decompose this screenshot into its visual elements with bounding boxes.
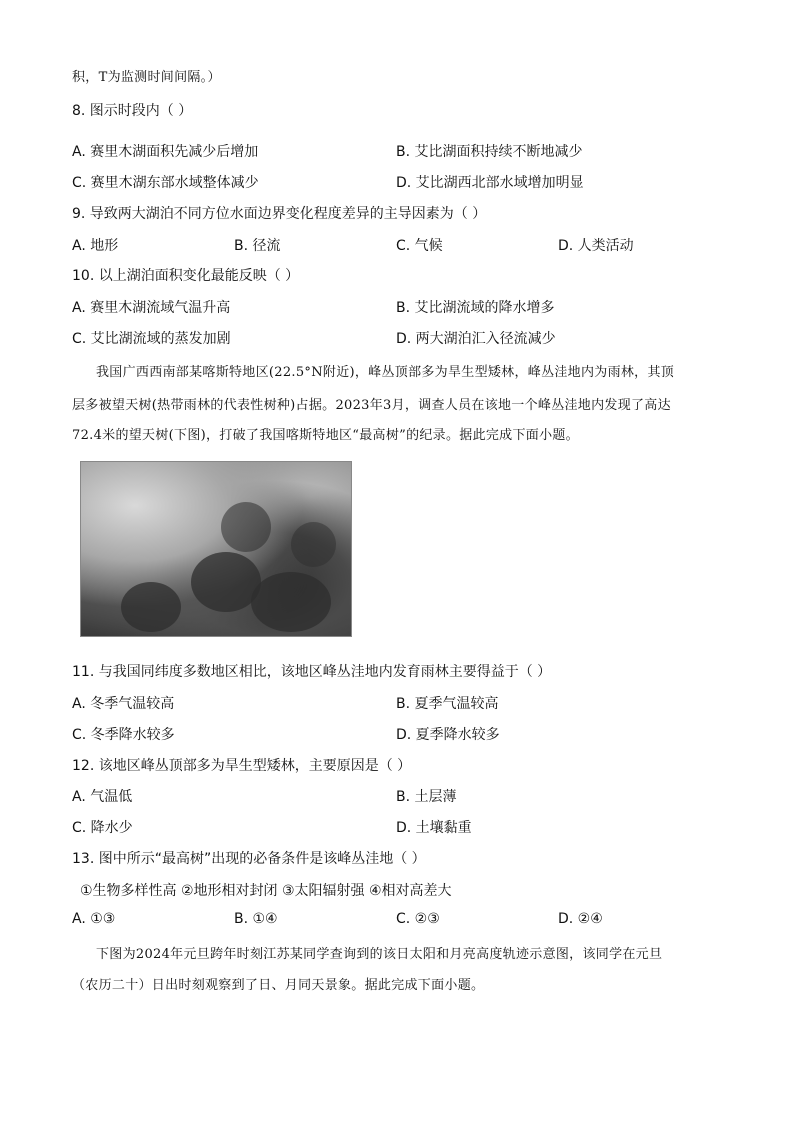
- question-8: 8. 图示时段内（ ）: [72, 103, 193, 119]
- option-8c: C. 赛里木湖东部水域整体减少: [72, 175, 259, 191]
- option-9b: B. 径流: [234, 238, 281, 254]
- option-11a: A. 冬季气温较高: [72, 696, 175, 712]
- question-12: 12. 该地区峰丛顶部多为旱生型矮林，主要原因是（ ）: [72, 758, 412, 774]
- option-13b: B. ①④: [234, 911, 278, 927]
- passage-line: （农历二十）日出时刻观察到了日、月同天景象。据此完成下面小题。: [72, 978, 485, 993]
- option-11b: B. 夏季气温较高: [396, 696, 499, 712]
- question-11: 11. 与我国同纬度多数地区相比，该地区峰丛洼地内发育雨林主要得益于（ ）: [72, 664, 552, 680]
- tree-canopy: [251, 572, 331, 632]
- option-11d: D. 夏季降水较多: [396, 727, 500, 743]
- question-9: 9. 导致两大湖泊不同方位水面边界变化程度差异的主导因素为（ ）: [72, 206, 487, 222]
- option-10d: D. 两大湖泊汇入径流减少: [396, 331, 556, 347]
- option-13d: D. ②④: [558, 911, 603, 927]
- option-12a: A. 气温低: [72, 789, 133, 805]
- option-10a: A. 赛里木湖流域气温升高: [72, 300, 231, 316]
- option-9c: C. 气候: [396, 238, 443, 254]
- option-12c: C. 降水少: [72, 820, 133, 836]
- option-8d: D. 艾比湖西北部水域增加明显: [396, 175, 584, 191]
- passage-line: 72.4米的望天树(下图)，打破了我国喀斯特地区“最高树”的纪录。据此完成下面小题。: [72, 428, 579, 443]
- option-12d: D. 土壤黏重: [396, 820, 472, 836]
- option-10b: B. 艾比湖流域的降水增多: [396, 300, 555, 316]
- question-10: 10. 以上湖泊面积变化最能反映（ ）: [72, 268, 300, 284]
- passage-line: 层多被望天树(热带雨林的代表性树种)占据。2023年3月，调查人员在该地一个峰丛洼地内发现了高达: [72, 398, 671, 413]
- option-8a: A. 赛里木湖面积先减少后增加: [72, 144, 259, 160]
- text-line: 积，T为监测时间间隔。）: [72, 70, 221, 85]
- option-13c: C. ②③: [396, 911, 440, 927]
- option-10c: C. 艾比湖流域的蒸发加剧: [72, 331, 231, 347]
- option-13a: A. ①③: [72, 911, 116, 927]
- tree-canopy: [221, 502, 271, 552]
- tree-canopy: [121, 582, 181, 632]
- passage-line: 下图为2024年元旦跨年时刻江苏某同学查询到的该日太阳和月亮高度轨迹示意图，该同学在元旦: [96, 947, 663, 962]
- option-8b: B. 艾比湖面积持续不断地减少: [396, 144, 583, 160]
- passage-line: 我国广西西南部某喀斯特地区(22.5°N附近)，峰丛顶部多为旱生型矮林，峰丛洼地内为雨林，其顶: [96, 365, 675, 380]
- option-11c: C. 冬季降水较多: [72, 727, 175, 743]
- karst-forest-photo: [80, 461, 352, 637]
- option-9d: D. 人类活动: [558, 238, 634, 254]
- question-13: 13. 图中所示“最高树”出现的必备条件是该峰丛洼地（ ）: [72, 851, 426, 867]
- statements-13: ①生物多样性高 ②地形相对封闭 ③太阳辐射强 ④相对高差大: [80, 883, 452, 899]
- option-9a: A. 地形: [72, 238, 119, 254]
- tree-canopy: [291, 522, 336, 567]
- option-12b: B. 土层薄: [396, 789, 457, 805]
